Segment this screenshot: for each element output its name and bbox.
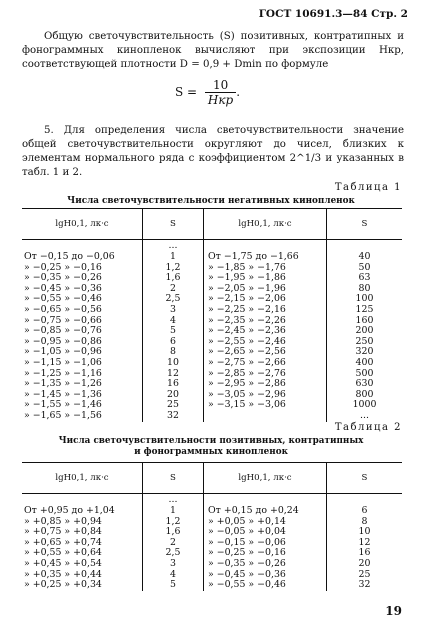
table2-cell: » −0,25 » −0,16 — [204, 548, 327, 559]
table1-header: lgH0,1, лк·с — [204, 209, 327, 240]
table1-cell: » −2,75 » −2,66 — [204, 358, 327, 369]
table1-cell: 63 — [327, 273, 403, 284]
table1-cell: » −0,95 » −0,86 — [24, 335, 102, 347]
table1-cell: 160 — [327, 316, 403, 327]
table1-cell: » −0,55 » −0,46 — [24, 293, 102, 305]
table2-cell: 2,5 — [143, 548, 204, 559]
table1-cell: 100 — [327, 294, 403, 305]
table2-cell: 6 — [327, 506, 403, 517]
table2-cell: 16 — [327, 548, 403, 559]
table2-title-line: и фонограммных кинопленок — [134, 447, 288, 457]
table1-cell: » −2,25 » −2,16 — [204, 305, 327, 316]
page-number: 19 — [385, 604, 402, 618]
table1-cell: 250 — [327, 337, 403, 348]
table1-header: S — [143, 209, 204, 240]
table1-cell: » −0,85 » −0,76 — [24, 325, 102, 337]
table2-cell: 12 — [327, 538, 403, 549]
table1-cell: » −1,25 » −1,16 — [24, 367, 102, 379]
table2-cell: 3 — [143, 559, 204, 570]
paragraph-rounding: 5. Для определения числа светочувствительности значение общей светочувствительности округляют до чисел, близких к элементам нормального ряда с коэффициентом 2^1/3 и указанных в табл. 1 и 2. — [22, 125, 404, 178]
table2-header: S — [327, 463, 403, 494]
table1-cell: » −1,15 » −1,06 — [24, 356, 102, 368]
table1-cell: » −2,15 » −2,06 — [204, 294, 327, 305]
table1-cell: » −2,45 » −2,36 — [204, 326, 327, 337]
table2-row — [22, 559, 402, 570]
table1-row — [22, 358, 402, 369]
table1-cell: 6 — [143, 337, 204, 348]
table1-cell: » −1,85 » −1,76 — [204, 263, 327, 274]
table1-cell: 25 — [143, 400, 204, 411]
table2-cell: » −0,15 » −0,06 — [204, 538, 327, 549]
table1-cell: » −2,95 » −2,86 — [204, 379, 327, 390]
table1-title: Числа светочувствительности негативных кинопленок — [67, 196, 355, 206]
table2-cell: » +0,25 » +0,34 — [24, 579, 102, 591]
table1-cell — [204, 411, 327, 422]
table1-cell: » −1,35 » −1,26 — [24, 378, 102, 390]
table1-cell: » −0,35 » −0,26 — [24, 272, 102, 284]
formula-lhs: S = — [175, 85, 198, 99]
table2-cell: 1 — [143, 506, 204, 517]
table2-cell: От +0,95 до +1,04 — [24, 505, 115, 516]
table1-caption: Таблица 1 — [334, 182, 402, 193]
table2-row — [22, 580, 402, 591]
table2-row — [22, 506, 402, 517]
table2-cell: » +0,75 » +0,84 — [24, 526, 102, 538]
table1-cell: » −1,55 » −1,46 — [24, 399, 102, 411]
table2-cell: От +0,15 до +0,24 — [204, 506, 327, 517]
table2-cell: » −0,05 » +0,04 — [204, 527, 327, 538]
table1-cell: 1,2 — [143, 263, 204, 274]
table1-cell: » −0,45 » −0,36 — [24, 282, 102, 294]
table1-cell: ... — [327, 411, 403, 422]
table1-cell: 40 — [327, 252, 403, 263]
table1-cell: От −1,75 до −1,66 — [204, 252, 327, 263]
table2-caption: Таблица 2 — [334, 422, 402, 433]
table2-header: S — [143, 463, 204, 494]
table2-cell: » +0,65 » +0,74 — [24, 536, 102, 548]
table1-row — [22, 252, 402, 263]
table2-cell: » +0,45 » +0,54 — [24, 557, 102, 569]
table1-cell: 2,5 — [143, 294, 204, 305]
table1-cell: 3 — [143, 305, 204, 316]
table1-cell: » −2,55 » −2,46 — [204, 337, 327, 348]
table1-cell: » −3,05 » −2,96 — [204, 390, 327, 401]
table1-cell: 5 — [143, 326, 204, 337]
table1-cell: 320 — [327, 347, 403, 358]
table1-cell: » −2,65 » −2,56 — [204, 347, 327, 358]
table2-cell: 32 — [327, 580, 403, 591]
table1-cell: 630 — [327, 379, 403, 390]
table1-cell: 10 — [143, 358, 204, 369]
table2-cell: » −0,55 » −0,46 — [204, 580, 327, 591]
table2-cell: 10 — [327, 527, 403, 538]
table1 — [22, 208, 402, 422]
table2-title-line: Числа светочувствительности позитивных, контратипных — [58, 436, 364, 446]
table1-cell: 50 — [327, 263, 403, 274]
table1-cell: 200 — [327, 326, 403, 337]
table2-cell: » +0,05 » +0,14 — [204, 517, 327, 528]
formula-numerator: 10 — [205, 78, 236, 93]
table1-cell: 125 — [327, 305, 403, 316]
table1-cell: От −0,15 до −0,06 — [24, 251, 115, 262]
table2-cell: 5 — [143, 580, 204, 591]
table2-cell: 4 — [143, 570, 204, 581]
table1-cell: » −2,05 » −1,96 — [204, 284, 327, 295]
table1-row — [22, 305, 402, 316]
table2-cell: 2 — [143, 538, 204, 549]
table2-header: lgH0,1, лк·с — [22, 463, 143, 494]
table2-cell: 1,2 — [143, 517, 204, 528]
table1-cell: 800 — [327, 390, 403, 401]
table2-cell: 8 — [327, 517, 403, 528]
table2-cell: 1,6 — [143, 527, 204, 538]
table1-header: lgH0,1, лк·с — [22, 209, 143, 240]
table1-cell: 4 — [143, 316, 204, 327]
table1-cell: 2 — [143, 284, 204, 295]
table1-cell: » −0,25 » −0,16 — [24, 261, 102, 273]
table1-cell: » −0,65 » −0,56 — [24, 303, 102, 315]
formula — [175, 78, 240, 107]
table2-cell: ... — [143, 494, 204, 507]
table1-cell: 8 — [143, 347, 204, 358]
formula-end: . — [236, 85, 241, 99]
table1-cell: » −2,85 » −2,76 — [204, 369, 327, 380]
table1-cell: 400 — [327, 358, 403, 369]
table1-cell: » −1,45 » −1,36 — [24, 388, 102, 400]
formula-fraction — [205, 78, 236, 107]
table1-cell: 1,6 — [143, 273, 204, 284]
table1-cell: » −0,75 » −0,66 — [24, 314, 102, 326]
formula-denominator: Нкр — [207, 93, 234, 107]
table1-cell: 1 — [143, 252, 204, 263]
table2-cell: » +0,55 » +0,64 — [24, 547, 102, 559]
table1-cell: ... — [143, 240, 204, 253]
table2-cell: 20 — [327, 559, 403, 570]
table1-cell: 20 — [143, 390, 204, 401]
table1-cell: » −3,15 » −3,06 — [204, 400, 327, 411]
paragraph-sensitivity: Общую светочувствительность (S) позитивных, контратипных и фонограммных кинопленок вычисляют при экспозиции Нкр, соответствующей плотности D = 0,9 + Dmin по формуле — [22, 31, 404, 70]
table2-cell: » −0,45 » −0,36 — [204, 570, 327, 581]
table2-cell: » −0,35 » −0,26 — [204, 559, 327, 570]
table1-cell: 500 — [327, 369, 403, 380]
table1-cell: 16 — [143, 379, 204, 390]
table1-cell: 12 — [143, 369, 204, 380]
table1-header: S — [327, 209, 403, 240]
table1-cell: » −1,65 » −1,56 — [24, 409, 102, 421]
table1-cell: » −1,05 » −0,96 — [24, 346, 102, 358]
table1-cell: 32 — [143, 411, 204, 422]
table2 — [22, 462, 402, 591]
table1-cell: 1000 — [327, 400, 403, 411]
table2-cell: 25 — [327, 570, 403, 581]
table2-cell: » +0,85 » +0,94 — [24, 515, 102, 527]
table1-cell: 80 — [327, 284, 403, 295]
table2-cell: » +0,35 » +0,44 — [24, 568, 102, 580]
table1-row — [22, 411, 402, 422]
table1-cell: » −2,35 » −2,26 — [204, 316, 327, 327]
standard-header: ГОСТ 10691.3—84 Стр. 2 — [258, 8, 408, 20]
table2-header: lgH0,1, лк·с — [204, 463, 327, 494]
table2-title — [0, 436, 422, 458]
table1-cell: » −1,95 » −1,86 — [204, 273, 327, 284]
